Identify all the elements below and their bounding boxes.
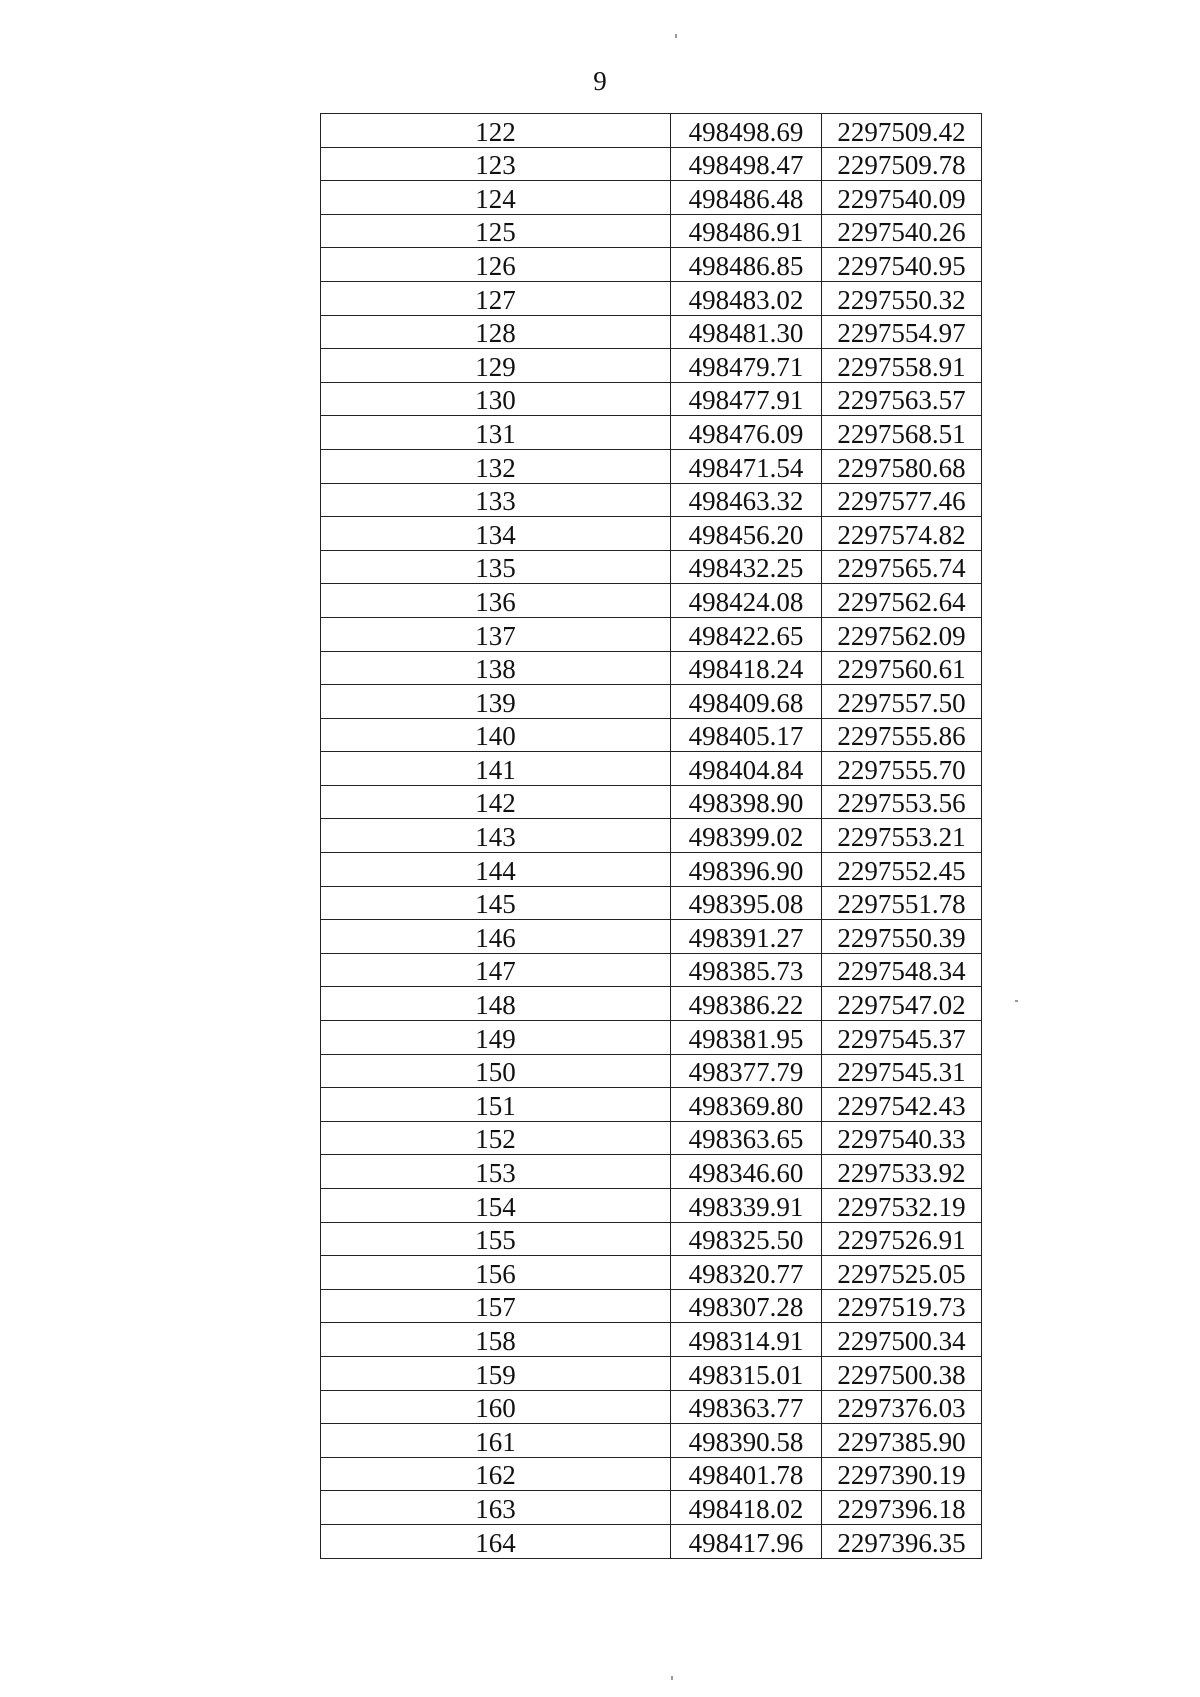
table-row xyxy=(321,1021,982,1055)
x-coordinate-cell: 498399.02 xyxy=(671,819,822,853)
y-coordinate-cell: 2297385.90 xyxy=(822,1424,982,1458)
point-number-cell: 149 xyxy=(321,1021,671,1055)
x-coordinate-cell: 498390.58 xyxy=(671,1424,822,1458)
x-coordinate-cell: 498396.90 xyxy=(671,853,822,887)
x-coordinate-cell: 498422.65 xyxy=(671,617,822,651)
table-row xyxy=(321,1222,982,1256)
y-coordinate-cell: 2297540.26 xyxy=(822,214,982,248)
table-row xyxy=(321,953,982,987)
x-coordinate-cell: 498391.27 xyxy=(671,920,822,954)
table-row xyxy=(321,785,982,819)
table-row xyxy=(321,1256,982,1290)
y-coordinate-cell: 2297562.64 xyxy=(822,584,982,618)
point-number-cell: 123 xyxy=(321,147,671,181)
point-number-cell: 161 xyxy=(321,1424,671,1458)
point-number-cell: 155 xyxy=(321,1222,671,1256)
table-row xyxy=(321,1356,982,1390)
table-row xyxy=(321,651,982,685)
x-coordinate-cell: 498456.20 xyxy=(671,517,822,551)
point-number-cell: 139 xyxy=(321,685,671,719)
x-coordinate-cell: 498363.77 xyxy=(671,1390,822,1424)
y-coordinate-cell: 2297550.32 xyxy=(822,281,982,315)
coordinates-table xyxy=(320,113,982,1559)
point-number-cell: 143 xyxy=(321,819,671,853)
x-coordinate-cell: 498307.28 xyxy=(671,1289,822,1323)
point-number-cell: 144 xyxy=(321,853,671,887)
point-number-cell: 135 xyxy=(321,550,671,584)
x-coordinate-cell: 498418.24 xyxy=(671,651,822,685)
table-row xyxy=(321,114,982,148)
x-coordinate-cell: 498386.22 xyxy=(671,987,822,1021)
y-coordinate-cell: 2297390.19 xyxy=(822,1457,982,1491)
page-number: 9 xyxy=(593,66,607,96)
y-coordinate-cell: 2297552.45 xyxy=(822,853,982,887)
point-number-cell: 153 xyxy=(321,1155,671,1189)
y-coordinate-cell: 2297509.42 xyxy=(822,114,982,148)
y-coordinate-cell: 2297540.33 xyxy=(822,1121,982,1155)
y-coordinate-cell: 2297574.82 xyxy=(822,517,982,551)
y-coordinate-cell: 2297532.19 xyxy=(822,1189,982,1223)
scan-speck xyxy=(675,34,677,38)
y-coordinate-cell: 2297525.05 xyxy=(822,1256,982,1290)
point-number-cell: 128 xyxy=(321,315,671,349)
x-coordinate-cell: 498476.09 xyxy=(671,416,822,450)
x-coordinate-cell: 498339.91 xyxy=(671,1189,822,1223)
point-number-cell: 142 xyxy=(321,785,671,819)
x-coordinate-cell: 498409.68 xyxy=(671,685,822,719)
point-number-cell: 162 xyxy=(321,1457,671,1491)
table-row xyxy=(321,1323,982,1357)
point-number-cell: 152 xyxy=(321,1121,671,1155)
y-coordinate-cell: 2297553.21 xyxy=(822,819,982,853)
point-number-cell: 130 xyxy=(321,382,671,416)
x-coordinate-cell: 498363.65 xyxy=(671,1121,822,1155)
y-coordinate-cell: 2297500.38 xyxy=(822,1356,982,1390)
table-row xyxy=(321,449,982,483)
y-coordinate-cell: 2297555.86 xyxy=(822,718,982,752)
table-row xyxy=(321,1289,982,1323)
y-coordinate-cell: 2297396.35 xyxy=(822,1524,982,1558)
table-row xyxy=(321,1121,982,1155)
x-coordinate-cell: 498498.47 xyxy=(671,147,822,181)
y-coordinate-cell: 2297509.78 xyxy=(822,147,982,181)
y-coordinate-cell: 2297540.95 xyxy=(822,248,982,282)
x-coordinate-cell: 498405.17 xyxy=(671,718,822,752)
x-coordinate-cell: 498385.73 xyxy=(671,953,822,987)
point-number-cell: 146 xyxy=(321,920,671,954)
x-coordinate-cell: 498479.71 xyxy=(671,349,822,383)
x-coordinate-cell: 498477.91 xyxy=(671,382,822,416)
table-row xyxy=(321,382,982,416)
y-coordinate-cell: 2297519.73 xyxy=(822,1289,982,1323)
point-number-cell: 147 xyxy=(321,953,671,987)
table-row xyxy=(321,1491,982,1525)
table-row xyxy=(321,550,982,584)
x-coordinate-cell: 498346.60 xyxy=(671,1155,822,1189)
point-number-cell: 136 xyxy=(321,584,671,618)
scan-speck xyxy=(1015,1000,1018,1002)
point-number-cell: 148 xyxy=(321,987,671,1021)
table-row xyxy=(321,483,982,517)
x-coordinate-cell: 498401.78 xyxy=(671,1457,822,1491)
point-number-cell: 145 xyxy=(321,886,671,920)
x-coordinate-cell: 498315.01 xyxy=(671,1356,822,1390)
y-coordinate-cell: 2297555.70 xyxy=(822,752,982,786)
table-row xyxy=(321,416,982,450)
table-row xyxy=(321,517,982,551)
table-row xyxy=(321,886,982,920)
y-coordinate-cell: 2297545.37 xyxy=(822,1021,982,1055)
x-coordinate-cell: 498418.02 xyxy=(671,1491,822,1525)
table-row xyxy=(321,1088,982,1122)
point-number-cell: 158 xyxy=(321,1323,671,1357)
x-coordinate-cell: 498377.79 xyxy=(671,1054,822,1088)
table-row xyxy=(321,214,982,248)
table-row xyxy=(321,1155,982,1189)
table-row xyxy=(321,584,982,618)
y-coordinate-cell: 2297547.02 xyxy=(822,987,982,1021)
point-number-cell: 127 xyxy=(321,281,671,315)
point-number-cell: 159 xyxy=(321,1356,671,1390)
x-coordinate-cell: 498463.32 xyxy=(671,483,822,517)
y-coordinate-cell: 2297554.97 xyxy=(822,315,982,349)
table-row xyxy=(321,920,982,954)
y-coordinate-cell: 2297563.57 xyxy=(822,382,982,416)
x-coordinate-cell: 498481.30 xyxy=(671,315,822,349)
table-row xyxy=(321,1390,982,1424)
y-coordinate-cell: 2297545.31 xyxy=(822,1054,982,1088)
x-coordinate-cell: 498404.84 xyxy=(671,752,822,786)
point-number-cell: 137 xyxy=(321,617,671,651)
table-row xyxy=(321,617,982,651)
point-number-cell: 151 xyxy=(321,1088,671,1122)
point-number-cell: 164 xyxy=(321,1524,671,1558)
x-coordinate-cell: 498314.91 xyxy=(671,1323,822,1357)
x-coordinate-cell: 498424.08 xyxy=(671,584,822,618)
x-coordinate-cell: 498498.69 xyxy=(671,114,822,148)
y-coordinate-cell: 2297565.74 xyxy=(822,550,982,584)
x-coordinate-cell: 498381.95 xyxy=(671,1021,822,1055)
table-row xyxy=(321,181,982,215)
table-row xyxy=(321,1457,982,1491)
x-coordinate-cell: 498486.48 xyxy=(671,181,822,215)
point-number-cell: 157 xyxy=(321,1289,671,1323)
table-row xyxy=(321,248,982,282)
x-coordinate-cell: 498417.96 xyxy=(671,1524,822,1558)
point-number-cell: 138 xyxy=(321,651,671,685)
y-coordinate-cell: 2297551.78 xyxy=(822,886,982,920)
table-row xyxy=(321,819,982,853)
scan-speck xyxy=(671,1676,673,1680)
x-coordinate-cell: 498395.08 xyxy=(671,886,822,920)
x-coordinate-cell: 498320.77 xyxy=(671,1256,822,1290)
x-coordinate-cell: 498325.50 xyxy=(671,1222,822,1256)
point-number-cell: 125 xyxy=(321,214,671,248)
table-row xyxy=(321,1524,982,1558)
table-row xyxy=(321,1189,982,1223)
table-row xyxy=(321,987,982,1021)
y-coordinate-cell: 2297548.34 xyxy=(822,953,982,987)
y-coordinate-cell: 2297376.03 xyxy=(822,1390,982,1424)
y-coordinate-cell: 2297568.51 xyxy=(822,416,982,450)
coordinates-table-body xyxy=(321,114,982,1559)
point-number-cell: 133 xyxy=(321,483,671,517)
table-row xyxy=(321,685,982,719)
y-coordinate-cell: 2297540.09 xyxy=(822,181,982,215)
point-number-cell: 154 xyxy=(321,1189,671,1223)
y-coordinate-cell: 2297396.18 xyxy=(822,1491,982,1525)
y-coordinate-cell: 2297560.61 xyxy=(822,651,982,685)
y-coordinate-cell: 2297558.91 xyxy=(822,349,982,383)
y-coordinate-cell: 2297533.92 xyxy=(822,1155,982,1189)
table-row xyxy=(321,315,982,349)
x-coordinate-cell: 498486.91 xyxy=(671,214,822,248)
point-number-cell: 129 xyxy=(321,349,671,383)
point-number-cell: 134 xyxy=(321,517,671,551)
point-number-cell: 150 xyxy=(321,1054,671,1088)
table-row xyxy=(321,1054,982,1088)
table-row xyxy=(321,752,982,786)
point-number-cell: 141 xyxy=(321,752,671,786)
table-row xyxy=(321,718,982,752)
table-row xyxy=(321,349,982,383)
y-coordinate-cell: 2297553.56 xyxy=(822,785,982,819)
point-number-cell: 132 xyxy=(321,449,671,483)
point-number-cell: 122 xyxy=(321,114,671,148)
point-number-cell: 126 xyxy=(321,248,671,282)
y-coordinate-cell: 2297500.34 xyxy=(822,1323,982,1357)
point-number-cell: 140 xyxy=(321,718,671,752)
y-coordinate-cell: 2297557.50 xyxy=(822,685,982,719)
point-number-cell: 124 xyxy=(321,181,671,215)
table-row xyxy=(321,853,982,887)
x-coordinate-cell: 498369.80 xyxy=(671,1088,822,1122)
y-coordinate-cell: 2297550.39 xyxy=(822,920,982,954)
y-coordinate-cell: 2297562.09 xyxy=(822,617,982,651)
point-number-cell: 156 xyxy=(321,1256,671,1290)
table-row xyxy=(321,147,982,181)
point-number-cell: 131 xyxy=(321,416,671,450)
y-coordinate-cell: 2297577.46 xyxy=(822,483,982,517)
x-coordinate-cell: 498486.85 xyxy=(671,248,822,282)
point-number-cell: 160 xyxy=(321,1390,671,1424)
point-number-cell: 163 xyxy=(321,1491,671,1525)
x-coordinate-cell: 498432.25 xyxy=(671,550,822,584)
table-row xyxy=(321,1424,982,1458)
y-coordinate-cell: 2297526.91 xyxy=(822,1222,982,1256)
x-coordinate-cell: 498483.02 xyxy=(671,281,822,315)
table-row xyxy=(321,281,982,315)
y-coordinate-cell: 2297580.68 xyxy=(822,449,982,483)
y-coordinate-cell: 2297542.43 xyxy=(822,1088,982,1122)
x-coordinate-cell: 498398.90 xyxy=(671,785,822,819)
x-coordinate-cell: 498471.54 xyxy=(671,449,822,483)
